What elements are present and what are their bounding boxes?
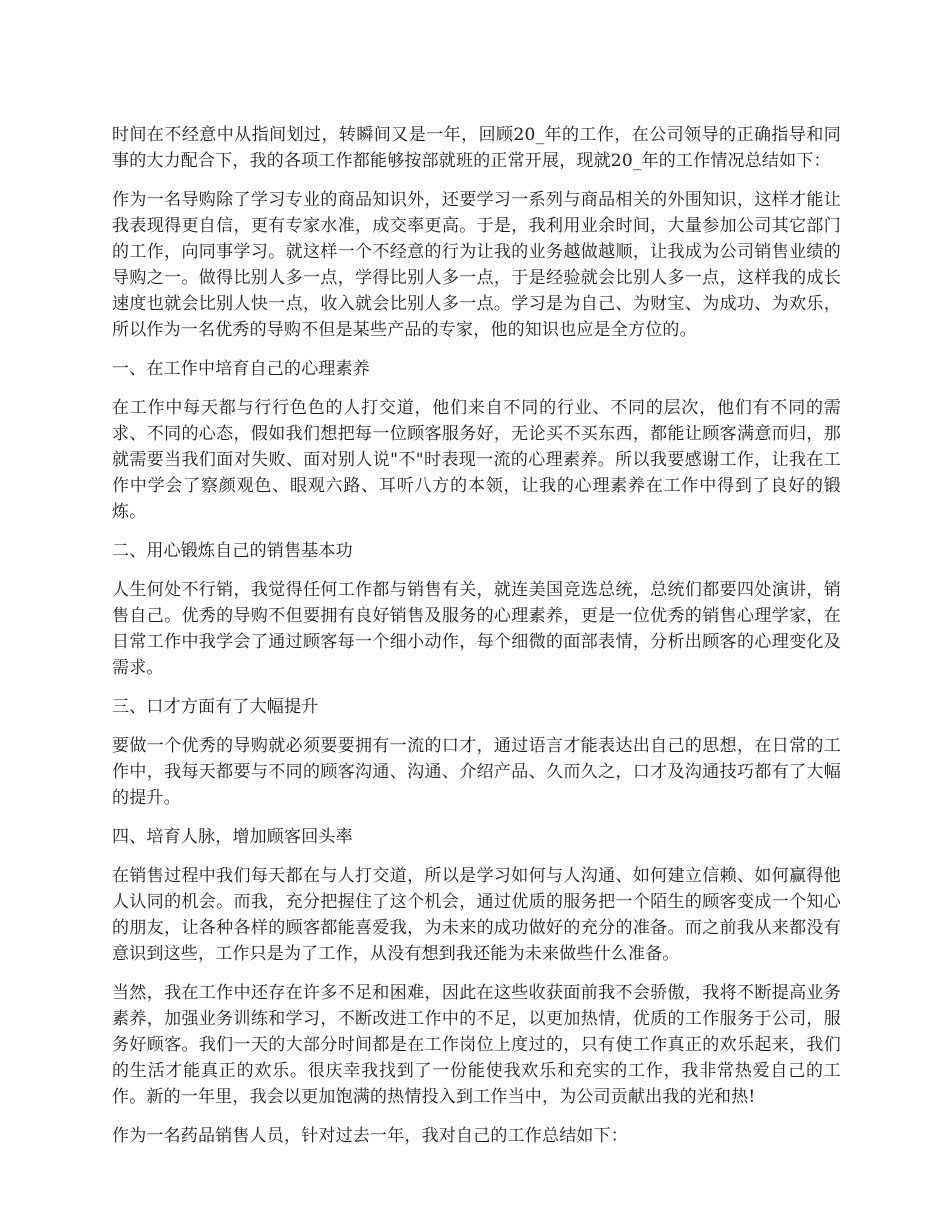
conclusion-paragraph: 当然，我在工作中还存在许多不足和困难，因此在这些收获面前我不会骄傲，我将不断提高业务素养，加强业务训练和学习，不断改进工作中的不足，以更加热情，优质的工作服务于公司，服务好顾客。我们一天的大部分时间都是在工作岗位上度过的，只有使工作真正的欢乐起来，我们的生活才能真正的欢乐。很庆幸我找到了一份能使我欢乐和充实的工作，我非常热爱自己的工作。新的一年里，我会以更加饱满的热情投入到工作当中，为公司贡献出我的光和热! — [112, 983, 841, 1107]
section-heading-3: 三、口才方面有了大幅提升 — [112, 697, 319, 717]
section-heading-4: 四、培育人脉，增加顾客回头率 — [112, 827, 353, 847]
closing-paragraph: 作为一名药品销售人员，针对过去一年，我对自己的工作总结如下： — [112, 1126, 628, 1146]
section-heading-2: 二、用心锻炼自己的销售基本功 — [112, 541, 353, 561]
section-3-paragraph: 要做一个优秀的导购就必须要要拥有一流的口才，通过语言才能表达出自己的思想，在日常的工作中，我每天都要与不同的顾客沟通、沟通、介绍产品、久而久之，口才及沟通技巧都有了大幅的提升。 — [112, 736, 841, 808]
section-heading-1: 一、在工作中培育自己的心理素养 — [112, 359, 370, 379]
section-1-paragraph: 在工作中每天都与行行色色的人打交道，他们来自不同的行业、不同的层次，他们有不同的需求、不同的心态，假如我们想把每一位顾客服务好，无论买不买东西，都能让顾客满意而归，那就需要当我们面对失败、面对别人说"不"时表现一流的心理素养。所以我要感谢工作，让我在工作中学会了察颜观色、眼观六路、耳听八方的本领，让我的心理素养在工作中得到了良好的锻炼。 — [112, 398, 841, 522]
learning-paragraph: 作为一名导购除了学习专业的商品知识外，还要学习一系列与商品相关的外围知识，这样才能让我表现得更自信，更有专家水准，成交率更高。于是，我利用业余时间，大量参加公司其它部门的工作，向同事学习。就这样一个不经意的行为让我的业务越做越顺，让我成为公司销售业绩的导购之一。做得比别人多一点，学得比别人多一点，于是经验就会比别人多一点，这样我的成长速度也就会比别人快一点，收入就会比别人多一点。学习是为自己、为财宝、为成功、为欢乐，所以作为一名优秀的导购不但是某些产品的专家，他的知识也应是全方位的。 — [112, 190, 841, 340]
intro-paragraph: 时间在不经意中从指间划过，转瞬间又是一年，回顾20_年的工作，在公司领导的正确指导和同事的大力配合下，我的各项工作都能够按部就班的正常开展，现就20_年的工作情况总结如下： — [112, 125, 841, 171]
section-2-paragraph: 人生何处不行销，我觉得任何工作都与销售有关，就连美国竞选总统，总统们都要四处演讲，销售自己。优秀的导购不但要拥有良好销售及服务的心理素养，更是一位优秀的销售心理学家，在日常工作中我学会了通过顾客每一个细小动作，每个细微的面部表情，分析出顾客的心理变化及需求。 — [112, 580, 841, 678]
section-4-paragraph: 在销售过程中我们每天都在与人打交道，所以是学习如何与人沟通、如何建立信赖、如何赢得他人认同的机会。而我，充分把握住了这个机会，通过优质的服务把一个陌生的顾客变成一个知心的朋友，让各种各样的顾客都能喜爱我，为未来的成功做好的充分的准备。而之前我从来都没有意识到这些，工作只是为了工作，从没有想到我还能为未来做些什么准备。 — [112, 866, 841, 964]
document-page — [112, 122, 841, 1162]
